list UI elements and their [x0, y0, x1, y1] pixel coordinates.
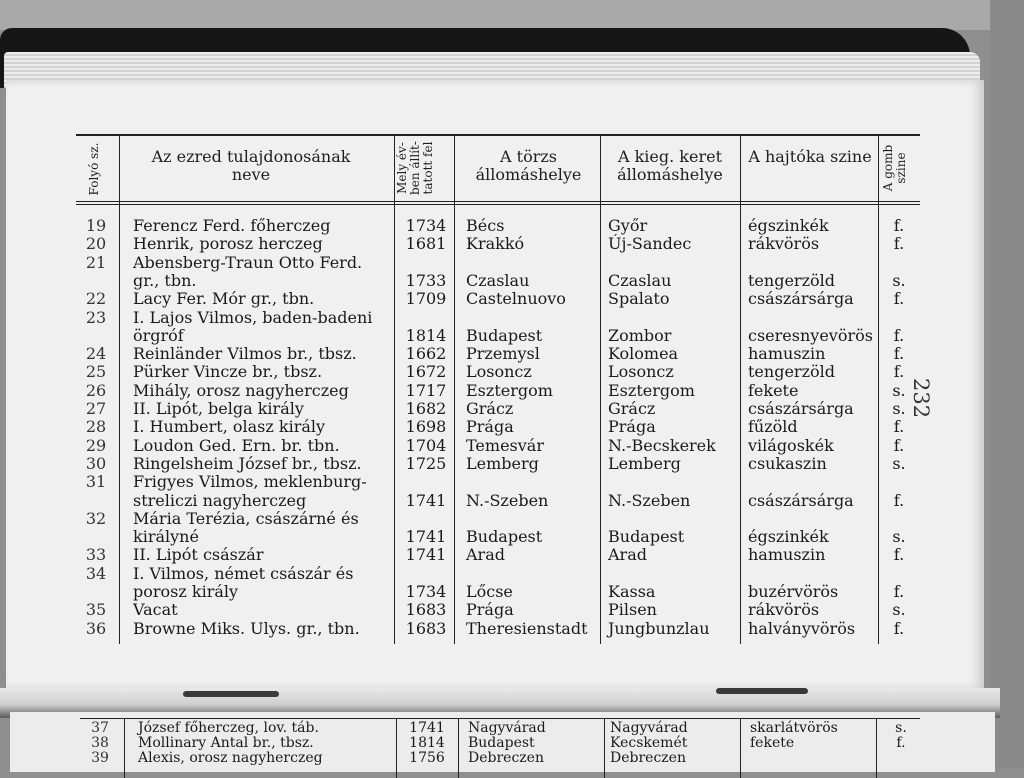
table-row: [76, 418, 920, 436]
table-row: [76, 528, 920, 546]
row-number: 25: [85, 362, 107, 382]
button-color: s.: [892, 527, 906, 547]
table-row: [76, 601, 920, 619]
headquarters: Nagyvárad: [468, 720, 546, 736]
founded-year: 1734: [405, 582, 447, 601]
header-name: Az ezred tulajdonosának neve: [151, 147, 351, 184]
facing-color: tengerzöld: [748, 362, 835, 382]
table-row: [80, 751, 920, 766]
headquarters: Losoncz: [466, 362, 532, 382]
depot: Nagyvárad: [610, 720, 688, 736]
depot: Zombor: [608, 325, 672, 345]
founded-year: 1734: [405, 216, 447, 235]
depot: N.-Szeben: [608, 490, 691, 510]
background-right: [990, 0, 1024, 768]
headquarters: Arad: [466, 545, 505, 565]
owner-name: Ringelsheim József br., tbsz.: [133, 453, 362, 473]
button-color: s.: [892, 399, 906, 418]
facing-color: császársárga: [748, 399, 854, 418]
founded-year: 1741: [405, 490, 447, 510]
headquarters: Przemysl: [466, 344, 540, 364]
row-number: 39: [91, 750, 109, 766]
row-number: 21: [85, 252, 107, 272]
headquarters: Castelnuovo: [466, 289, 566, 309]
button-color: s.: [892, 380, 906, 400]
depot: Esztergom: [608, 380, 695, 400]
founded-year: 1662: [405, 344, 447, 364]
headquarters: N.-Szeben: [466, 490, 549, 510]
row-number: 20: [85, 234, 107, 254]
founded-year: 1814: [409, 735, 445, 751]
row-number: 33: [85, 545, 107, 565]
row-number: 23: [85, 307, 107, 327]
depot: Jungbunzlau: [608, 618, 710, 638]
page-number: 232: [909, 378, 933, 419]
facing-color: égszinkék: [748, 527, 829, 547]
founded-year: 1681: [405, 234, 447, 254]
header-gomb: A gomb szine: [881, 144, 908, 192]
headquarters: Czaslau: [466, 270, 530, 290]
facing-color: skarlátvörös: [750, 720, 838, 736]
owner-name: II. Lipót császár: [133, 545, 264, 565]
owner-name: Abensberg-Traun Otto Ferd.: [133, 252, 363, 272]
owner-name: II. Lipót, belga király: [133, 399, 304, 418]
headquarters: Temesvár: [466, 435, 544, 455]
table-row: [76, 620, 920, 638]
facing-color: császársárga: [748, 490, 854, 510]
header-year: Mely év-ben állít-tatott fel: [395, 141, 435, 195]
header-bottom-rule: [76, 201, 920, 202]
owner-name: Pürker Vincze br., tbsz.: [133, 362, 323, 382]
depot: Czaslau: [608, 270, 672, 290]
owner-name: Loudon Ged. Ern. br. tbn.: [133, 435, 340, 455]
headquarters: Lőcse: [466, 582, 513, 601]
founded-year: 1756: [409, 750, 445, 766]
owner-name: királyné: [133, 527, 199, 547]
facing-color: hamuszin: [748, 545, 826, 565]
button-color: s.: [895, 720, 907, 736]
next-page-top-rule: [80, 718, 920, 719]
row-number: 27: [85, 399, 107, 418]
facing-color: csukaszin: [748, 453, 827, 473]
row-number: 19: [85, 216, 107, 235]
table-row: [80, 736, 920, 751]
founded-year: 1698: [405, 417, 447, 437]
button-color: f.: [893, 618, 905, 638]
owner-name: örgróf: [133, 325, 184, 345]
depot: Lemberg: [608, 453, 681, 473]
depot: N.-Becskerek: [608, 435, 716, 455]
facing-color: rákvörös: [748, 600, 820, 620]
header-kieg: A kieg. keret állomáshelye: [617, 147, 723, 184]
owner-name: Mollinary Antal br., tbsz.: [138, 735, 314, 751]
table-row: [76, 546, 920, 564]
founded-year: 1741: [405, 545, 447, 565]
headquarters: Debreczen: [468, 750, 544, 766]
row-number: 24: [85, 344, 107, 364]
button-color: f.: [893, 545, 905, 565]
founded-year: 1682: [405, 399, 447, 418]
depot: Spalato: [608, 289, 670, 309]
headquarters: Budapest: [466, 527, 543, 547]
table-row: [76, 345, 920, 363]
row-number: 29: [85, 435, 107, 455]
owner-name: I. Humbert, olasz király: [133, 417, 326, 437]
table-row: [80, 721, 920, 736]
table-row: [76, 437, 920, 455]
founded-year: 1717: [405, 380, 447, 400]
depot: Grácz: [608, 399, 656, 418]
owner-name: Ferencz Ferd. főherczeg: [133, 216, 331, 235]
founded-year: 1741: [405, 527, 447, 547]
row-number: 28: [85, 417, 107, 437]
table-row: [76, 309, 920, 327]
owner-name: Mária Terézia, császárné és: [133, 508, 359, 528]
binding-mark-right: [716, 688, 808, 694]
table-row: [76, 565, 920, 583]
table-row: [76, 382, 920, 400]
owner-name: Vacat: [133, 600, 178, 620]
founded-year: 1704: [405, 435, 447, 455]
headquarters: Lemberg: [466, 453, 539, 473]
table-row: [76, 583, 920, 601]
button-color: f.: [893, 490, 905, 510]
facing-color: égszinkék: [748, 216, 829, 235]
facing-color: fűzöld: [748, 417, 798, 437]
table-row: [76, 492, 920, 510]
owner-name: Browne Miks. Ulys. gr., tbn.: [133, 618, 360, 638]
owner-name: Reinländer Vilmos br., tbsz.: [133, 344, 357, 364]
owner-name: Alexis, orosz nagyherczeg: [138, 750, 323, 766]
depot: Új-Sandec: [608, 234, 692, 254]
headquarters: Prága: [466, 600, 514, 620]
table-row: [76, 473, 920, 491]
headquarters: Prága: [466, 417, 514, 437]
button-color: f.: [893, 435, 905, 455]
binding-mark-left: [183, 691, 279, 697]
button-color: f.: [893, 234, 905, 254]
depot: Pilsen: [608, 600, 657, 620]
row-number: 36: [85, 618, 107, 638]
facing-color: tengerzöld: [748, 270, 835, 290]
table-row: [76, 327, 920, 345]
facing-color: halványvörös: [748, 618, 856, 638]
row-number: 38: [91, 735, 109, 751]
row-number: 31: [85, 472, 107, 492]
facing-color: fekete: [748, 380, 799, 400]
row-number: 32: [85, 508, 107, 528]
depot: Kassa: [608, 582, 656, 601]
owner-name: József főherczeg, lov. táb.: [138, 720, 319, 736]
founded-year: 1709: [405, 289, 447, 309]
table-row: [76, 217, 920, 235]
table-row: [76, 363, 920, 381]
facing-color: császársárga: [748, 289, 854, 309]
facing-color: buzérvörös: [748, 582, 839, 601]
headquarters: Bécs: [466, 216, 505, 235]
button-color: s.: [892, 600, 906, 620]
facing-color: cseresnyevörös: [748, 325, 873, 345]
founded-year: 1741: [409, 720, 445, 736]
row-number: 37: [91, 720, 109, 736]
owner-name: Lacy Fer. Mór gr., tbn.: [133, 289, 315, 309]
table-row: [76, 235, 920, 253]
depot: Debreczen: [610, 750, 686, 766]
table-row: [76, 290, 920, 308]
headquarters: Esztergom: [466, 380, 553, 400]
depot: Losoncz: [608, 362, 674, 382]
button-color: s.: [892, 453, 906, 473]
founded-year: 1683: [405, 618, 447, 638]
table-row: [76, 272, 920, 290]
founded-year: 1683: [405, 600, 447, 620]
table-row: [76, 455, 920, 473]
row-number: 30: [85, 453, 107, 473]
owner-name: porosz király: [133, 582, 239, 601]
owner-name: Frigyes Vilmos, meklenburg-: [133, 472, 367, 492]
owner-name: I. Lajos Vilmos, baden-badeni: [133, 307, 373, 327]
header-szin: A hajtóka szine: [748, 147, 872, 166]
row-number: 35: [85, 600, 107, 620]
owner-name: Henrik, porosz herczeg: [133, 234, 323, 254]
row-number: 26: [85, 380, 107, 400]
regiment-table: [76, 134, 920, 644]
facing-color: hamuszin: [748, 344, 826, 364]
facing-color: rákvörös: [748, 234, 820, 254]
headquarters: Grácz: [466, 399, 514, 418]
depot: Győr: [608, 216, 648, 235]
facing-color: világoskék: [748, 435, 834, 455]
headquarters: Budapest: [466, 325, 543, 345]
founded-year: 1725: [405, 453, 447, 473]
row-number: 22: [85, 289, 107, 309]
header-bottom-rule-2: [76, 204, 920, 205]
owner-name: gr., tbn.: [133, 270, 197, 290]
owner-name: Mihály, orosz nagyherczeg: [133, 380, 349, 400]
headquarters: Budapest: [468, 735, 535, 751]
button-color: f.: [893, 582, 905, 601]
table-row: [76, 400, 920, 418]
button-color: f.: [893, 417, 905, 437]
background-top: [0, 0, 1024, 30]
button-color: f.: [893, 289, 905, 309]
button-color: s.: [892, 270, 906, 290]
button-color: f.: [893, 362, 905, 382]
headquarters: Krakkó: [466, 234, 525, 254]
depot: Kolomea: [608, 344, 679, 364]
owner-name: streliczi nagyherczeg: [133, 490, 307, 510]
depot: Arad: [608, 545, 647, 565]
table-row: [76, 510, 920, 528]
button-color: f.: [893, 216, 905, 235]
button-color: f.: [893, 325, 905, 345]
button-color: f.: [893, 344, 905, 364]
button-color: f.: [896, 735, 906, 751]
next-page-table: [80, 718, 920, 778]
facing-color: fekete: [750, 735, 795, 751]
depot: Prága: [608, 417, 656, 437]
table-row: [76, 254, 920, 272]
owner-name: I. Vilmos, német császár és: [133, 563, 354, 583]
founded-year: 1672: [405, 362, 447, 382]
depot: Kecskemét: [610, 735, 688, 751]
founded-year: 1814: [405, 325, 447, 345]
depot: Budapest: [608, 527, 685, 547]
header-torzs: A törzs állomáshelye: [475, 147, 582, 184]
row-number: 34: [85, 563, 107, 583]
header-folyo: Folyó sz.: [87, 142, 101, 196]
headquarters: Theresienstadt: [466, 618, 588, 638]
table-top-rule: [76, 134, 920, 136]
founded-year: 1733: [405, 270, 447, 290]
